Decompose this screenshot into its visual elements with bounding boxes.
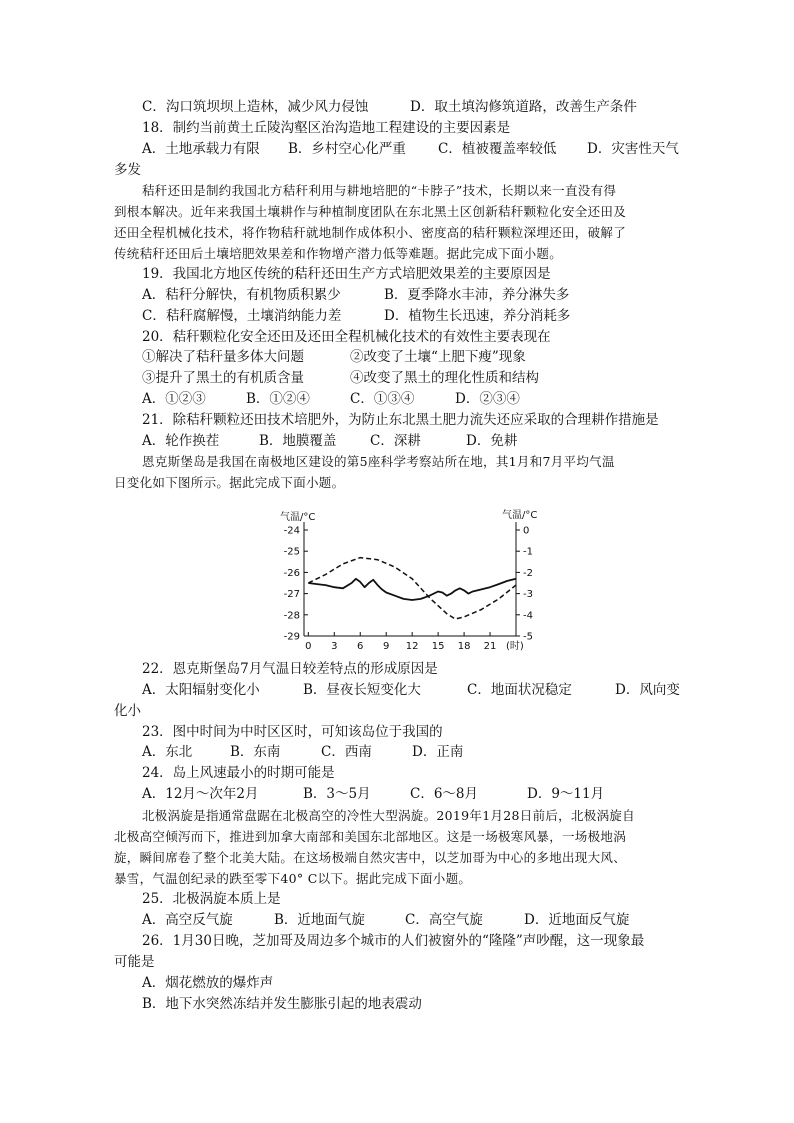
q26-option-a: A．烟花燃放的爆炸声	[142, 975, 274, 991]
left-axis-label: 气温/°C	[280, 512, 316, 523]
q26-stem: 26．1月30日晚，芝加哥及周边多个城市的人们被窗外的“隆隆”声吵醒，这一现象最	[142, 933, 645, 949]
q22-stem: 22．恩克斯堡岛7月气温日较差特点的形成原因是	[142, 661, 438, 677]
q24-option-c: C．6～8月	[410, 786, 479, 802]
passage1-line: 还田全程机械化技术，将作物秸秆就地制作成体积小、密度高的秸秆颗粒深埋还田，破解了	[114, 225, 627, 240]
q24-option-a: A．12月～次年2月	[142, 786, 259, 802]
q19-option-c: C．秸秆腐解慢，土壤消纳能力差	[142, 308, 342, 324]
q20-option-b: B．①②④	[246, 391, 310, 407]
chart-labels	[280, 509, 537, 652]
left-tick-label: -28	[283, 610, 300, 622]
series-line-solid	[308, 579, 516, 600]
passage3-line: 暴雪，气温创纪录的跌至零下40° C以下。据此完成下面小题。	[114, 871, 472, 886]
passage2-line: 恩克斯堡岛是我国在南极地区建设的第5座科学考察站所在地，其1月和7月平均气温	[142, 454, 615, 469]
q20-statement-2: ②改变了土壤“上肥下瘦”现象	[350, 349, 526, 365]
passage1-line: 到根本解决。近年来我国土壤耕作与种植制度团队在东北黑土区创新秸秆颗粒化安全还田及	[114, 204, 627, 219]
x-tick-label: 15	[431, 641, 445, 652]
q18-option-c: C．植被覆盖率较低	[438, 141, 557, 157]
q23-stem: 23．图中时间为中时区区时，可知该岛位于我国的	[142, 724, 443, 740]
q20-statement-3: ③提升了黑土的有机质含量	[142, 370, 304, 386]
q22-option-d: D．风向变	[615, 682, 680, 698]
q22-option-d-cont: 化小	[114, 703, 141, 719]
q21-option-b: B．地膜覆盖	[259, 433, 337, 449]
right-tick-label: 0	[523, 525, 530, 537]
left-tick-label: -29	[283, 631, 300, 643]
q20-option-d: D．②③④	[455, 391, 520, 407]
q25-option-a: A．高空反气旋	[142, 912, 233, 928]
q25-option-d: D．近地面反气旋	[524, 912, 630, 928]
x-tick-label: 9	[383, 641, 390, 652]
x-tick-label: 3	[331, 641, 338, 652]
x-tick-label: 12	[405, 641, 419, 652]
q20-statement-4: ④改变了黑土的理化性质和结构	[350, 370, 539, 386]
passage3-line: 北极高空倾泻而下，推进到加拿大南部和美国东北部地区。这是一场极寒风暴，一场极地涡	[114, 829, 627, 844]
q23-option-b: B．东南	[230, 744, 281, 760]
q21-option-a: A．轮作换茬	[142, 433, 220, 449]
q19-option-b: B．夏季降水丰沛，养分淋失多	[384, 287, 570, 303]
q24-option-d: D．9～11月	[527, 786, 605, 802]
passage1-line: 传统秸秆还田后土壤培肥效果差和作物增产潜力低等难题。据此完成下面小题。	[114, 246, 563, 261]
q21-stem: 21．除秸秆颗粒还田技术培肥外，为防止东北黑土肥力流失还应采取的合理耕作措施是	[142, 412, 659, 428]
q20-stem: 20．秸秆颗粒化安全还田及还田全程机械化技术的有效性主要表现在	[142, 329, 551, 345]
q25-stem: 25．北极涡旋本质上是	[142, 891, 281, 907]
passage2-line: 日变化如下图所示。据此完成下面小题。	[114, 475, 345, 490]
passage3-line: 北极涡旋是指通常盘踞在北极高空的冷性大型涡旋。2019年1月28日前后，北极涡旋自	[142, 808, 635, 823]
q22-option-a: A．太阳辐射变化小	[142, 682, 260, 698]
q18-option-d: D．灾害性天气	[587, 141, 679, 157]
q25-option-c: C．高空气旋	[405, 912, 483, 928]
left-tick-label: -27	[283, 589, 300, 601]
q19-option-d: D．植物生长迅速，养分消耗多	[384, 308, 571, 324]
right-tick-label: -3	[523, 589, 533, 601]
q23-option-c: C．西南	[321, 744, 372, 760]
q24-stem: 24．岛上风速最小的时期可能是	[142, 765, 335, 781]
q18-option-a: A．土地承载力有限	[142, 141, 260, 157]
right-tick-label: -1	[523, 546, 533, 558]
q18-stem: 18．制约当前黄土丘陵沟壑区治沟造地工程建设的主要因素是	[142, 120, 511, 136]
x-tick-label: 21	[483, 641, 497, 652]
passage1-line: 秸秆还田是制约我国北方秸秆利用与耕地培肥的“卡脖子”技术，长期以来一直没有得	[142, 183, 617, 198]
left-tick-label: -25	[283, 546, 300, 558]
q18-option-d-cont: 多发	[114, 162, 141, 178]
temperature-chart	[270, 508, 560, 656]
q22-option-b: B．昼夜长短变化大	[303, 682, 421, 698]
q23-option-d: D．正南	[412, 744, 464, 760]
left-tick-label: -24	[283, 525, 300, 537]
q23-option-a: A．东北	[142, 744, 193, 760]
right-tick-label: -4	[523, 610, 533, 622]
q22-option-c: C．地面状况稳定	[467, 682, 572, 698]
q17-option-c: C．沟口筑坝坝上造林，减少风力侵蚀	[142, 99, 369, 115]
q20-option-c: C．①③④	[350, 391, 415, 407]
q20-statement-1: ①解决了秸秆量多体大问题	[142, 349, 304, 365]
x-tick-label: 6	[357, 641, 364, 652]
q18-option-b: B．乡村空心化严重	[288, 141, 406, 157]
right-axis-label: 气温/°C	[502, 510, 538, 521]
right-tick-label: -2	[523, 567, 533, 579]
left-tick-label: -26	[283, 567, 300, 579]
q20-option-a: A．①②③	[142, 391, 206, 407]
q24-option-b: B．3～5月	[303, 786, 371, 802]
x-axis-label: (时)	[506, 641, 524, 652]
q26-stem-cont: 可能是	[114, 954, 155, 970]
q17-option-d: D．取土填沟修筑道路，改善生产条件	[410, 99, 637, 115]
q21-option-d: D．免耕	[466, 433, 518, 449]
q21-option-c: C．深耕	[370, 433, 421, 449]
passage3-line: 旋，瞬间席卷了整个北美大陆。在这场极端自然灾害中，以芝加哥为中心的多地出现大风、	[114, 850, 627, 865]
chart-series	[308, 558, 516, 619]
q19-stem: 19．我国北方地区传统的秸秆还田生产方式培肥效果差的主要原因是	[142, 266, 551, 282]
q25-option-b: B．近地面气旋	[274, 912, 365, 928]
right-tick-label: -5	[523, 631, 533, 643]
q26-option-b: B．地下水突然冻结并发生膨胀引起的地表震动	[142, 996, 422, 1012]
q19-option-a: A．秸秆分解快，有机物质积累少	[142, 287, 341, 303]
x-tick-label: 0	[305, 641, 312, 652]
x-tick-label: 18	[457, 641, 471, 652]
